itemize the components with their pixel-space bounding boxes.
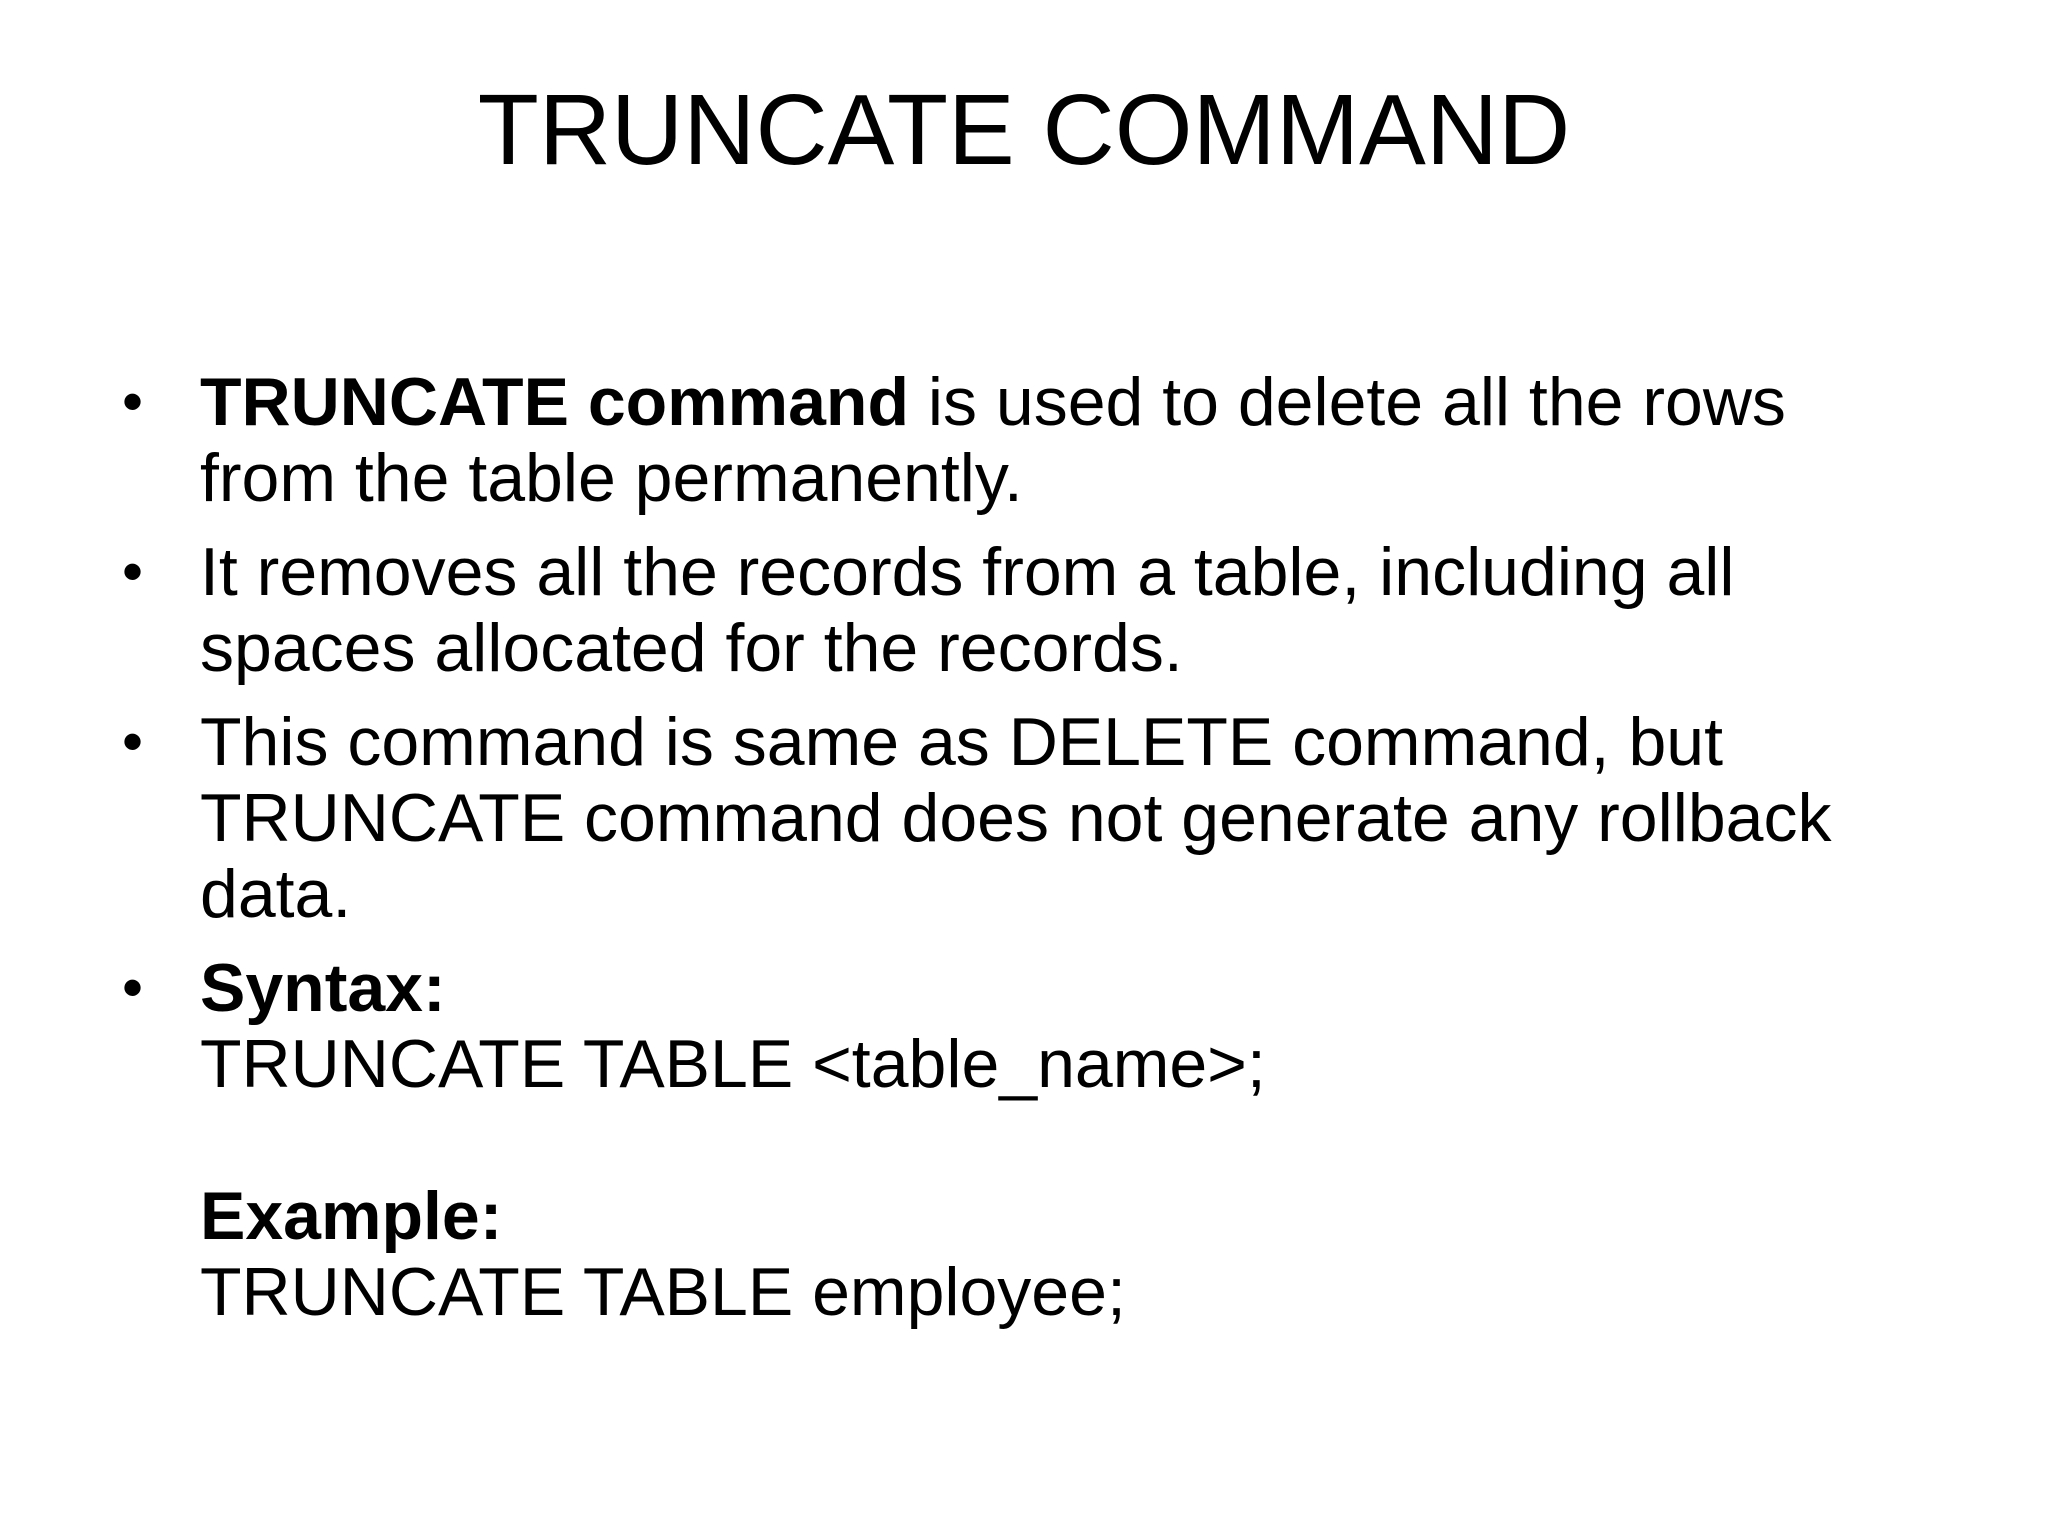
bullet-item xyxy=(122,364,1900,516)
syntax-label: Syntax: xyxy=(200,950,446,1026)
bullet-list xyxy=(122,364,1900,1348)
syntax-code: TRUNCATE TABLE <table_name>; xyxy=(200,1026,1266,1102)
example-label: Example: xyxy=(200,1178,503,1254)
bullet-text: This command is same as DELETE command, but TRUNCATE command does not generate any rollback data. xyxy=(200,704,1832,932)
bullet-item xyxy=(122,534,1900,686)
bullet-text: It removes all the records from a table, including all spaces allocated for the records. xyxy=(200,534,1735,686)
bullet-icon: • xyxy=(122,368,144,435)
bullet-icon: • xyxy=(122,954,144,1021)
bullet-item-syntax xyxy=(122,950,1900,1330)
bullet-text: is used to delete all the rows from the table permanently. xyxy=(200,364,1786,516)
bullet-bold-lead: TRUNCATE command xyxy=(200,364,909,440)
bullet-icon: • xyxy=(122,708,144,775)
slide-title: TRUNCATE COMMAND xyxy=(477,74,1571,186)
example-code: TRUNCATE TABLE employee; xyxy=(200,1254,1126,1330)
spacer xyxy=(200,1102,1900,1178)
bullet-item xyxy=(122,704,1900,932)
bullet-icon: • xyxy=(122,538,144,605)
